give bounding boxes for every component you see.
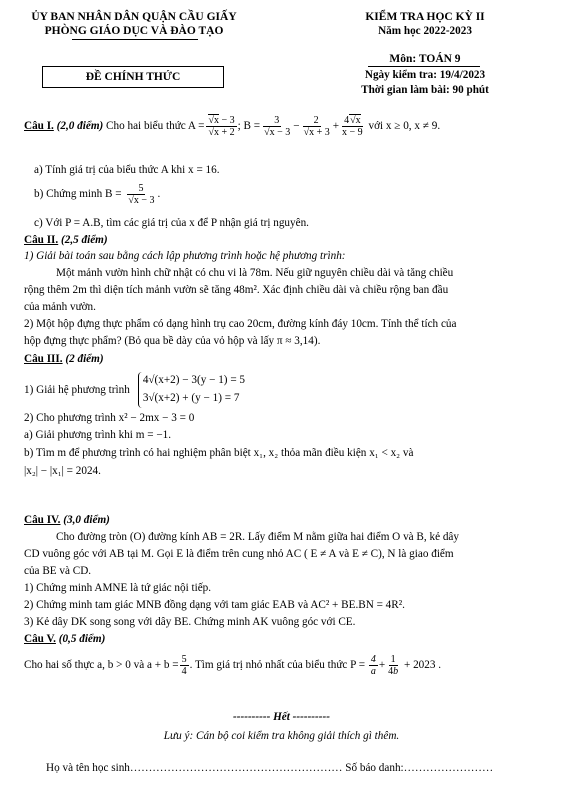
q5-frac-5-4: $\frac{5}{4}$ — [181, 654, 187, 677]
q5-text-c: + 2023 . — [403, 659, 442, 672]
q4-line2: CD vuông góc với AB tại M. Gọi E là điểm trên cung nhỏ AC ( E ≠ A và E ≠ C), N là giao điểm — [24, 548, 454, 560]
q2-part1-line3: của mảnh vườn. — [24, 301, 96, 313]
q1-part-b: b) Chứng minh B = 5 √ x − 3 . — [34, 183, 160, 206]
q4-line3: của BE và CD. — [24, 565, 92, 577]
student-info-line: Họ và tên học sinh………………………………………………… Số báo danh:…………………… — [46, 762, 494, 774]
q1-statement: Câu I. (2,0 điểm) Cho hai biểu thức A = √ x − 3 √ x + 2 ; B = 3 √ x − 3 − 2 √ x + 3 + $\frac{4√ x}{x - 9}$ với x ≥ 0, x ≠ 9. — [24, 115, 440, 138]
q5-heading — [24, 632, 105, 647]
q5-score: (0,5 điểm) — [58, 633, 106, 645]
q2-part2-line1: 2) Một hộp đựng thực phẩm có dạng hình trụ cao 20cm, đường kính đáy 10cm. Tính thể tích của — [24, 318, 457, 330]
school-year: Năm học 2022-2023 — [378, 25, 472, 37]
q1-part-b-text: b) Chứng minh B = — [34, 188, 122, 201]
q1-expr-a: √ x − 3 √ x + 2 — [206, 115, 237, 138]
q1-score: (2,0 điểm) — [56, 120, 104, 133]
q1-title: Câu I. — [24, 120, 54, 133]
q2-part2-line2: hộp đựng thực phẩm? (Bỏ qua bề dày của vỏ hộp và lấy π ≈ 3,14). — [24, 335, 321, 347]
q1-part-b-expr: 5 √ x − 3 — [125, 183, 156, 206]
q3-eq1: 4√(x+2) − 3(y − 1) = 5 — [142, 374, 246, 386]
subject: Môn: TOÁN 9 — [389, 53, 461, 65]
subject-underline — [368, 66, 480, 67]
q1-part-a: a) Tính giá trị của biểu thức A khi x = 16. — [34, 164, 220, 176]
footer-note: Lưu ý: Cán bộ coi kiểm tra không giải thích gì thêm. — [163, 730, 400, 742]
q3-score: (2 điểm) — [65, 353, 104, 365]
q3-part2-b-line2: |x₂| − |x₁| = 2024. — [24, 465, 101, 477]
q1-expr-b1: 3 √ x − 3 — [261, 115, 292, 138]
q4-title: Câu IV. — [24, 514, 61, 526]
exam-duration: Thời gian làm bài: 90 phút — [361, 84, 489, 96]
q2-title: Câu II. — [24, 234, 59, 246]
exam-date: Ngày kiểm tra: 19/4/2023 — [364, 69, 486, 81]
q5-frac-1-4b: $\frac{1}{4b}$ — [388, 654, 399, 677]
q2-part1-line1: Một mảnh vườn hình chữ nhật có chu vi là 78m. Nếu giữ nguyên chiều dài và tăng chiều — [56, 267, 454, 279]
q3-part1-text: 1) Giải hệ phương trình — [24, 383, 130, 396]
end-marker: ---------- Hết ---------- — [233, 711, 330, 723]
q1-intro: Cho hai biểu thức — [106, 120, 186, 133]
q3-part2: 2) Cho phương trình x² − 2mx − 3 = 0 — [24, 412, 195, 424]
header-underline-left — [72, 39, 198, 40]
q2-score: (2,5 điểm) — [61, 234, 108, 246]
q1-condition: với x ≥ 0, x ≠ 9. — [368, 120, 441, 133]
q5-text-a: Cho hai số thực a, b > 0 và a + b = — [24, 659, 179, 672]
q3-part2-b-line1: b) Tìm m để phương trình có hai nghiệm phân biệt x₁, x₂ thỏa mãn điều kiện x₁ < x₂ và — [24, 447, 414, 459]
q3-equation-system — [138, 372, 245, 408]
q5-text-b: . Tìm giá trị nhỏ nhất của biểu thức P = — [189, 659, 366, 672]
q5-statement: Cho hai số thực a, b > 0 và a + b = $\frac{5}{4}$ . Tìm giá trị nhỏ nhất của biểu thức P = $\frac{4}{a}$ + $\frac{1}{4b}$ + 2023 . — [24, 654, 442, 677]
q1-part-c: c) Với P = A.B, tìm các giá trị của x để P nhận giá trị nguyên. — [34, 217, 309, 229]
q5-frac-4-a: $\frac{4}{a}$ — [370, 654, 376, 677]
q4-line1: Cho đường tròn (O) đường kính AB = 2R. Lấy điểm M nằm giữa hai điểm O và B, kẻ dây — [56, 531, 459, 543]
q4-part3: 3) Kẻ dây DK song song với dây BE. Chứng minh AK vuông góc với CE. — [24, 616, 356, 628]
org-line-2: PHÒNG GIÁO DỤC VÀ ĐÀO TẠO — [44, 25, 224, 37]
q2-heading — [24, 233, 108, 248]
q2-part1-line2: rộng thêm 2m thì diện tích mảnh vườn sẽ tăng 48m². Xác định chiều dài và chiều rộng ban đầu — [24, 284, 449, 296]
q1-expr-b2: 2 √ x + 3 — [301, 115, 332, 138]
q4-score: (3,0 điểm) — [63, 514, 110, 526]
q3-heading — [24, 352, 104, 367]
official-badge: ĐỀ CHÍNH THỨC — [42, 66, 224, 88]
q3-eq2: 3√(x+2) + (y − 1) = 7 — [142, 391, 240, 404]
q4-heading — [24, 513, 110, 528]
q2-part1-title: 1) Giải bài toán sau bằng cách lập phương trình hoặc hệ phương trình: — [24, 250, 346, 262]
q5-title: Câu V. — [24, 633, 56, 645]
exam-title: KIỂM TRA HỌC KỲ II — [365, 11, 485, 23]
q3-system — [24, 372, 245, 408]
q1-expr-b3: $\frac{4√ x}{x - 9}$ — [340, 115, 365, 138]
org-line-1: ỦY BAN NHÂN DÂN QUẬN CẦU GIẤY — [31, 11, 237, 23]
q4-part2: 2) Chứng minh tam giác MNB đồng dạng với tam giác EAB và AC² + BE.BN = 4R². — [24, 599, 405, 611]
q3-title: Câu III. — [24, 353, 63, 365]
q4-part1: 1) Chứng minh AMNE là tứ giác nội tiếp. — [24, 582, 212, 594]
q3-part2-a: a) Giải phương trình khi m = −1. — [24, 429, 172, 441]
